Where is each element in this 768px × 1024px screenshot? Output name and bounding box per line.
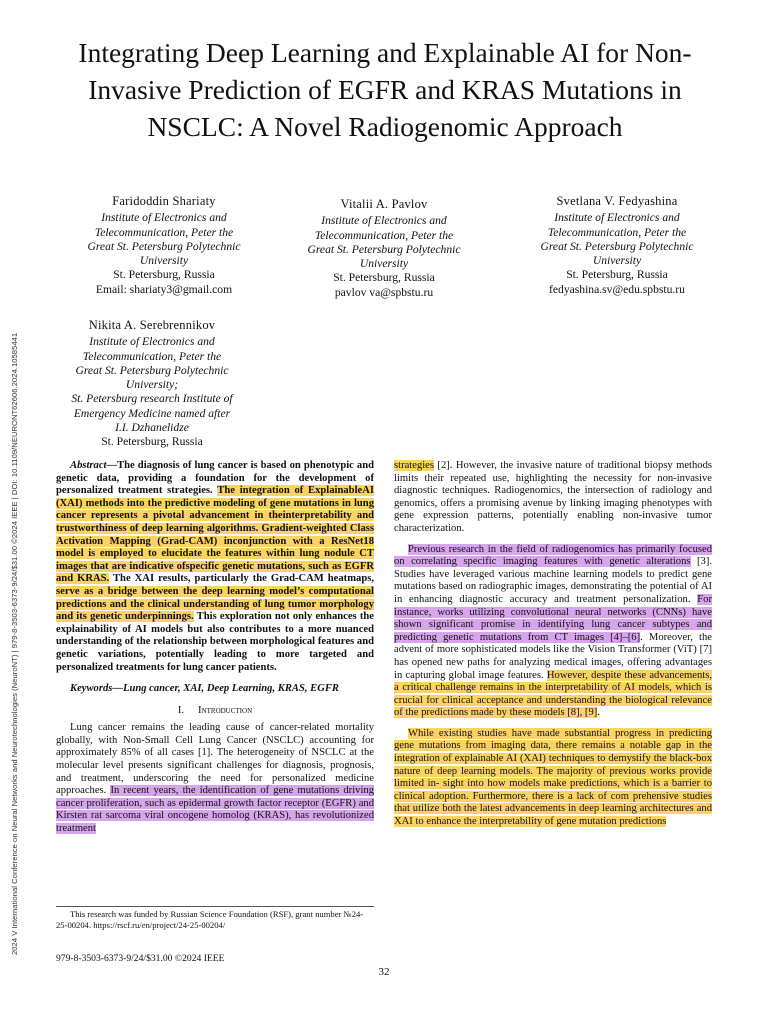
body-text: Lung cancer remains the leading cause of cancer-related mortality globally, with Non-Small Cell Lung Cancer (NSCLC) accounting for approximately 85% of all cases [1]. The heterogeneity of NSCLC at the molecular level presents significant challenges for diagnosis, prognosis, and treatment, underscoring the need for personalized medicine approaches. [56,722,374,797]
author-affiliation-line: St. Petersburg research Institute of [71,392,233,406]
author-affiliation-line: Telecommunication, Peter the [314,228,454,242]
page-number: 32 [378,966,390,978]
author-block-1 [52,194,276,297]
author-affiliation-line: Telecommunication, Peter the [94,225,234,239]
section-number: I. [177,704,185,716]
highlight-yellow: strategies [394,460,435,471]
section-title: Introduction [198,704,253,716]
paper-title: Integrating Deep Learning and Explainable AI for Non-Invasive Prediction of EGFR and KRAS Mutations in NSCLC: A Novel Radiogenomic Approach [78,37,692,142]
author-block-4 [40,318,264,450]
author-city: St. Petersburg, Russia [333,271,435,285]
author-name: Svetlana V. Fedyashina [556,194,678,208]
author-name: Vitalii A. Pavlov [340,197,428,211]
author-affiliation-line: I.I. Dzhanelidze [115,421,189,435]
author-block-3 [505,194,729,297]
highlight-yellow: However, despite these advancements, a critical challenge remains in the interpretability of AI models, which is crucial for clinical acceptance and understanding the biological relevance of the predictions made by these models [8], [9] [394,669,713,719]
author-affiliation-line: University [139,254,189,268]
funding-footnote: This research was funded by Russian Science Foundation (RSF), grant number №24-25-00204. https://rscf.ru/en/project/24-25-00204/ [56,909,364,930]
abstract-text: The diagnosis of lung cancer is based on phenotypic and genetic data, providing a foundation for the development of personalized treatment strategies. [56,460,374,497]
author-name: Nikita A. Serebrennikov [88,318,216,332]
author-affiliation-line: Great St. Petersburg Polytechnic [540,239,694,253]
body-text: [3]. Studies have leveraged various machine learning models to predict gene mutations based on radiographic images, demonstrating the potential of AI in enhancing diagnostic accuracy and treatment personalization. [394,556,712,605]
author-affiliation-line: University; [125,378,179,392]
author-affiliation-line: Institute of Electronics and [101,211,227,225]
author-affiliation-line: Emergency Medicine named after [73,406,231,420]
doi-sidebar: 2024 V International Conference on Neural Networks and Neurotechnologies (NeuroNT) | 979-8-3503-6373-9/24/$31.00 ©2024 IEEE | DOI: 10.1109/NEURONT62606.2024.10585441 [10,332,19,955]
intro-paragraph-3 [394,728,712,829]
abstract-label: Abstract [70,460,107,471]
author-affiliation-line: Institute of Electronics and [321,214,447,228]
author-city: St. Petersburg, Russia [566,268,668,282]
body-text: . Moreover, the advent of more sophisticated models like the Vision Transformer (ViT) [7] has opened new paths for analyzing medical images, offering advantages in capturing global image features. [394,631,712,681]
highlight-yellow: While existing studies have made substantial progress in predicting gene mutations from imaging data, there remains a notable gap in the integration of explainable AI (XAI) techniques to demystify the black-box nature of deep learning models. The majority of previous works provide limited in- sight into how models make predictions, which is a barrier to clinical adoption. Furthermore, there is a lack of com prehensive studies that utilize both the latest advancements in deep learning architectures and XAI to enhance the interpretability of gene mutation predictions [394,727,712,828]
abstract-paragraph [56,460,374,674]
author-affiliation-line: Institute of Electronics and [554,211,680,225]
author-affiliation-line: Great St. Petersburg Polytechnic [87,239,241,253]
section-heading [56,705,374,718]
footnote-rule [56,906,374,907]
author-affiliation-line: University [359,257,409,271]
author-affiliation-line: University [592,254,642,268]
author-affiliation-line: Great St. Petersburg Polytechnic [75,363,229,377]
author-city: St. Petersburg, Russia [113,268,215,282]
keywords: Keywords—Lung cancer, XAI, Deep Learning, KRAS, EGFR [70,683,339,695]
highlight-yellow: serve as a bridge between the deep learning model’s computational predictions and the clinical understanding of lung tumor morphology and its genetic underpinnings. [56,585,374,623]
abstract-text: This exploration not only enhances the explainability of AI models but also contributes to a more nuanced understanding of the relationship between morphological features and genetic variations, potentially leading to more targeted and personalized treatments for lung cancer patients. [56,611,374,673]
intro-paragraph-1 [56,722,374,835]
highlight-purple: Previous research in the field of radiogenomics has primarily focused on correlating specific imaging features with genetic alterations [394,543,712,568]
left-column [56,460,374,836]
author-email: pavlov va@spbstu.ru [334,285,434,299]
author-city: St. Petersburg, Russia [101,435,203,449]
abstract-dash: — [106,460,118,471]
author-email: fedyashina.sv@edu.spbstu.ru [549,282,685,296]
author-block-2 [271,197,497,300]
author-name: Faridoddin Shariaty [112,194,216,208]
author-affiliation-line: Great St. Petersburg Polytechnic [307,242,461,256]
author-affiliation-line: Institute of Electronics and [89,335,215,349]
body-text: [2]. However, the invasive nature of traditional biopsy methods limits their repeated use, highlighting the necessity for non-invasive diagnostic techniques. Radiogenomics, the intersection of radiology and genomics, offers a promising avenue by linking imaging phenotypes with gene expression patterns, potentially enabling non-invasive tumor characterization. [394,460,712,534]
intro-paragraph-2 [394,544,712,720]
right-column [394,460,712,837]
body-text: . [597,707,600,719]
price-line: 979-8-3503-6373-9/24/$31.00 ©2024 IEEE [56,953,225,964]
author-affiliation-line: Telecommunication, Peter the [82,349,222,363]
intro-paragraph-1-continued [394,460,712,536]
author-email: Email: shariaty3@gmail.com [95,282,233,296]
author-affiliation-line: Telecommunication, Peter the [547,225,687,239]
highlight-purple: For instance, works utilizing convolutional neural networks (CNNs) have shown significant promise in identifying lung cancer subtypes and predicting genetic mutations from CT images [4]–[6] [394,593,712,643]
highlight-purple: In recent years, the identification of gene mutations driving cancer proliferation, such as epidermal growth factor receptor (EGFR) and Kirsten rat sarcoma viral oncogene homolog (KRAS), has revolutionized treatment [56,785,374,835]
highlight-yellow: The integration of ExplainableAI (XAI) methods into the predictive modeling of gene mutations in lung cancer represents a pivotal advancement in theinterpretability and trustworthiness of deep learning algorithms. Gradient-weighted Class Activation Mapping (Grad-CAM) inconjunction with a ResNet18 model is employed to elucidate the features within lung nodule CT images that are indicative ofspecific genetic mutations, such as EGFR and KRAS. [56,485,374,585]
abstract-text: The XAI results, particularly the Grad-CAM heatmaps, [109,573,374,585]
